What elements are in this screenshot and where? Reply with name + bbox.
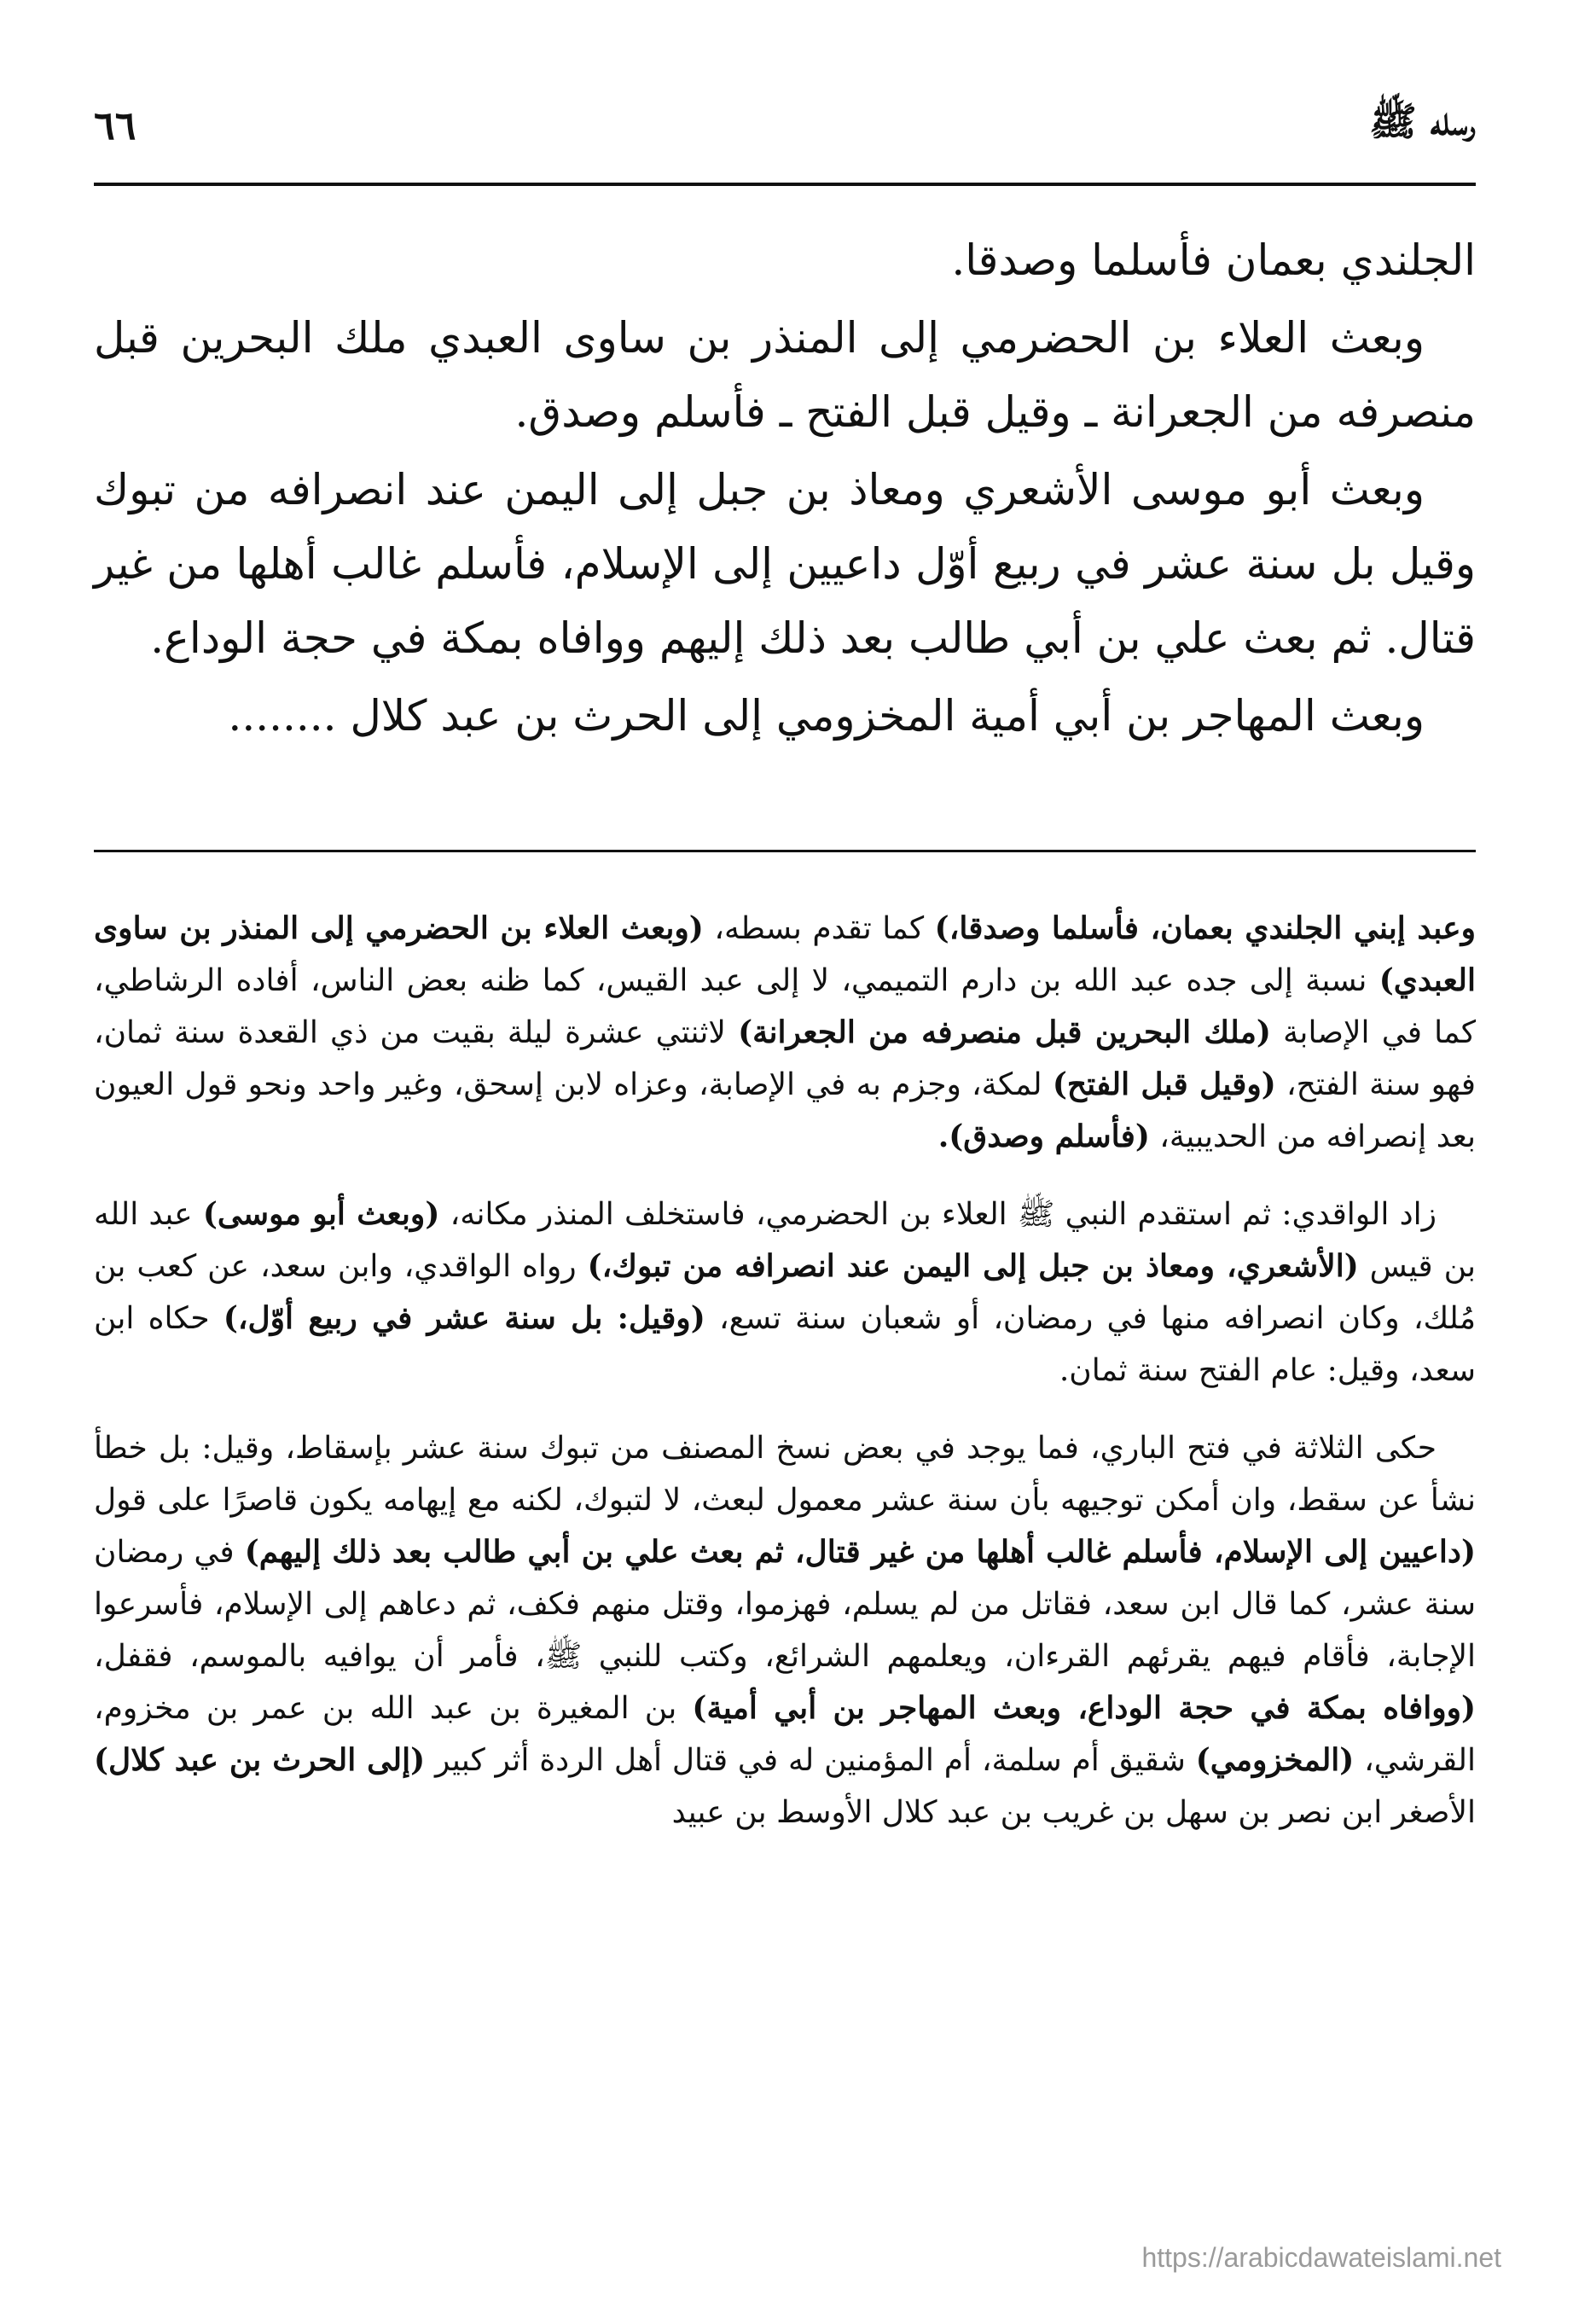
commentary-text: حكى الثلاثة في فتح الباري، فما يوجد في بعض نسخ المصنف من تبوك سنة عشر بإسقاط، وقيل: بل خطأ نشأ عن سقط، وان أمكن توجيهه بأن سنة عشر معمول لبعث، لا لتبوك، لكنه مع إيهامه يكون قاصرًا على قول [94,1431,1476,1518]
commentary-text: عبد الله بن قيس [94,1197,1476,1284]
running-head [94,96,1476,155]
main-text [94,224,1476,757]
quoted-matn: (فأسلم وصدق). [937,1118,1150,1154]
quoted-matn: (ملك البحرين قبل منصرفه من الجعرانة) [738,1014,1271,1050]
quoted-matn: (وقيل قبل الفتح) [1052,1066,1276,1102]
commentary-text: لاثنتي عشرة ليلة بقيت من ذي القعدة سنة ثمان، فهو سنة الفتح، [94,1015,1476,1102]
quoted-matn: (وبعث أبو موسى) [202,1196,440,1232]
commentary-text: في رمضان سنة عشر، كما قال ابن سعد، فقاتل من لم يسلم، فهزموا، وقتل منهم فكف، ثم دعاهم إلى الإسلام، فأسرعوا الإجابة، فأقام فيهم يقرئهم القرءان، ويعلمهم الشرائع، وكتب للنبي ﷺ، فأمر أن يوافيه بالموسم، فقفل، [94,1535,1476,1674]
commentary-text: شقيق أم سلمة، أم المؤمنين له في قتال أهل الردة أثر كبير [425,1743,1196,1778]
commentary-paragraph [94,903,1476,1163]
separator-rule [94,850,1476,852]
main-paragraph: وبعث العلاء بن الحضرمي إلى المنذر بن ساوى العبدي ملك البحرين قبل منصرفه من الجعرانة ـ وقيل قبل الفتح ـ فأسلم وصدق. [94,313,1476,437]
commentary-paragraph [94,1422,1476,1839]
header-rule [94,183,1476,186]
quoted-matn: (إلى الحرث بن عبد كلال) [94,1742,426,1778]
commentary-text: نسبة إلى جده عبد الله بن دارم التميمي، لا إلى عبد القيس، كما ظنه بعض الناس، أفاده الرشاطي، كما في الإصابة [94,963,1477,1050]
commentary-paragraph [94,1188,1476,1397]
commentary-text: زاد الواقدي: ثم استقدم النبي ﷺ العلاء بن الحضرمي، فاستخلف المنذر مكانه، [439,1197,1437,1232]
main-paragraph: وبعث أبو موسى الأشعري ومعاذ بن جبل إلى اليمن عند انصرافه من تبوك وقيل بل سنة عشر في ربيع أوّل داعيين إلى الإسلام، فأسلم غالب أهلها من غير قتال. ثم بعث علي بن أبي طالب بعد ذلك إليهم ووافاه بمكة في حجة الوداع. [94,465,1476,663]
commentary-text: رواه الواقدي، وابن سعد، عن كعب بن مُلك، وكان انصرافه منها في رمضان، أو شعبان سنة تسع، [94,1249,1477,1336]
quoted-matn: (ووافاه بمكة في حجة الوداع، وبعث المهاجر بن أبي أمية) [692,1690,1476,1726]
quoted-matn: (داعيين إلى الإسلام، فأسلم غالب أهلها من غير قتال، ثم بعث علي بن أبي طالب بعد ذلك إليهم) [244,1534,1476,1570]
commentary-text: لمكة، وجزم به في الإصابة، وعزاه لابن إسحق، وغير واحد ونحو قول العيون بعد إنصرافه من الحديبية، [94,1067,1476,1154]
commentary-text: الأصغر ابن نصر بن سهل بن غريب بن عبد كلال الأوسط بن عبيد [671,1795,1476,1830]
quoted-matn: وعبد إبني الجلندي بعمان، فأسلما وصدقا،) [934,910,1476,946]
main-paragraph: الجلندي بعمان فأسلما وصدقا. [951,235,1476,285]
quoted-matn: (وبعث العلاء بن الحضرمي إلى المنذر بن ساوى العبدي) [94,910,1476,998]
commentary-text: كما تقدم بسطه، [703,911,935,946]
quoted-matn: (الأشعري، ومعاذ بن جبل إلى اليمن عند انصرافه من تبوك،) [587,1248,1359,1284]
commentary [94,903,1476,1864]
watermark-url: https://arabicdawateislami.net [1141,2242,1501,2273]
main-paragraph: وبعث المهاجر بن أبي أمية المخزومي إلى الحرث بن عبد كلال ........ [228,691,1425,741]
commentary-text: حكاه ابن سعد، وقيل: عام الفتح سنة ثمان. [94,1301,1476,1388]
page-number: ٦٦ [94,102,136,148]
commentary-text: بن المغيرة بن عبد الله بن عمر بن مخزوم، القرشي، [94,1691,1476,1778]
quoted-matn: (المخزومي) [1195,1742,1355,1778]
running-title: رسله ﷺ [1369,97,1476,144]
quoted-matn: (وقيل: بل سنة عشر في ربيع أوّل،) [223,1300,705,1336]
